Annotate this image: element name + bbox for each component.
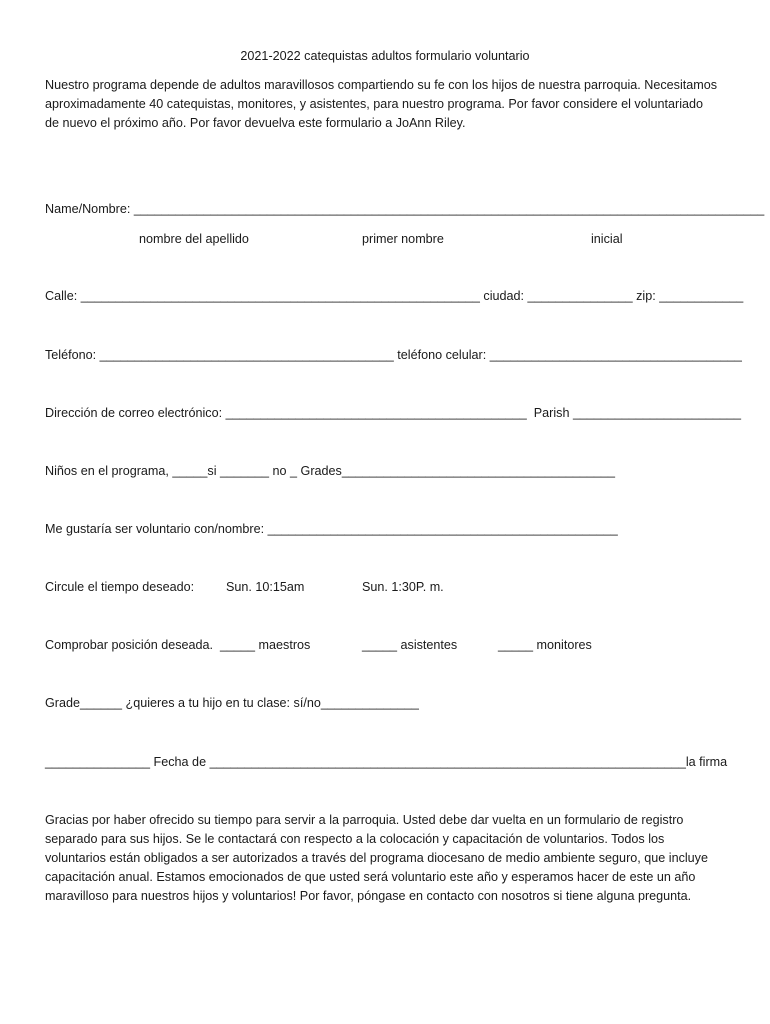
position-assistants[interactable]: _____ asistentes	[362, 638, 458, 652]
position-monitors[interactable]: _____ monitores	[498, 638, 592, 652]
closing-paragraph	[45, 811, 735, 906]
phone-row[interactable]: Teléfono: __________________________________________ teléfono celular: ____________________________________	[45, 348, 742, 362]
time-label: Circule el tiempo deseado:	[45, 580, 195, 594]
intro-line: Nuestro programa depende de adultos maravillosos compartiendo su fe con los hijos de nuestra parroquia. Necesitamos	[45, 78, 718, 92]
closing-line: Gracias por haber ofrecido su tiempo para servir a la parroquia. Usted debe dar vuelta en un formulario de registro	[45, 813, 684, 827]
time-option-130[interactable]: Sun. 1:30P. m.	[362, 580, 444, 594]
children-row[interactable]: Niños en el programa, _____si _______ no _ Grades_______________________________________	[45, 464, 616, 478]
closing-line: separado para sus hijos. Se le contactará con respecto a la colocación y capacitación de voluntarios. Todos los	[45, 832, 665, 846]
email-parish-row[interactable]: Dirección de correo electrónico: ___________________________________________ Parish ________________________	[45, 406, 742, 420]
initial-sublabel: inicial	[591, 232, 623, 246]
address-row[interactable]: Calle: _________________________________________________________ ciudad: _______________ zip: ____________	[45, 289, 744, 303]
closing-line: voluntarios están obligados a ser autorizados a través del programa diocesano de medio ambiente seguro, que incluye	[45, 851, 708, 865]
signature-date-row[interactable]: _______________ Fecha de ____________________________________________________________________la firma	[45, 755, 728, 769]
last-name-sublabel: nombre del apellido	[139, 232, 249, 246]
grade-row[interactable]: Grade______ ¿quieres a tu hijo en tu clase: sí/no______________	[45, 696, 419, 710]
volunteer-with-row[interactable]: Me gustaría ser voluntario con/nombre: __________________________________________________	[45, 522, 618, 536]
intro-line: aproximadamente 40 catequistas, monitores, y asistentes, para nuestro programa. Por favor considere el voluntariado	[45, 97, 704, 111]
form-title: 2021-2022 catequistas adultos formulario voluntario	[240, 49, 530, 63]
first-name-sublabel: primer nombre	[362, 232, 444, 246]
position-teachers[interactable]: Comprobar posición deseada. _____ maestros	[45, 638, 311, 652]
intro-line: de nuevo el próximo año. Por favor devuelva este formulario a JoAnn Riley.	[45, 116, 466, 130]
name-field[interactable]: __________________________________________________________________________________________	[133, 202, 765, 216]
name-label: Name/Nombre:	[45, 202, 134, 216]
intro-paragraph	[45, 76, 735, 133]
closing-line: maravilloso para nuestros hijos y voluntarios! Por favor, póngase en contacto con nosotros si tiene alguna pregunta.	[45, 889, 692, 903]
time-option-1015[interactable]: Sun. 10:15am	[226, 580, 305, 594]
closing-line: capacitación anual. Estamos emocionados de que usted será voluntario este año y esperamos hacer de este un año	[45, 870, 696, 884]
name-row	[45, 201, 764, 217]
